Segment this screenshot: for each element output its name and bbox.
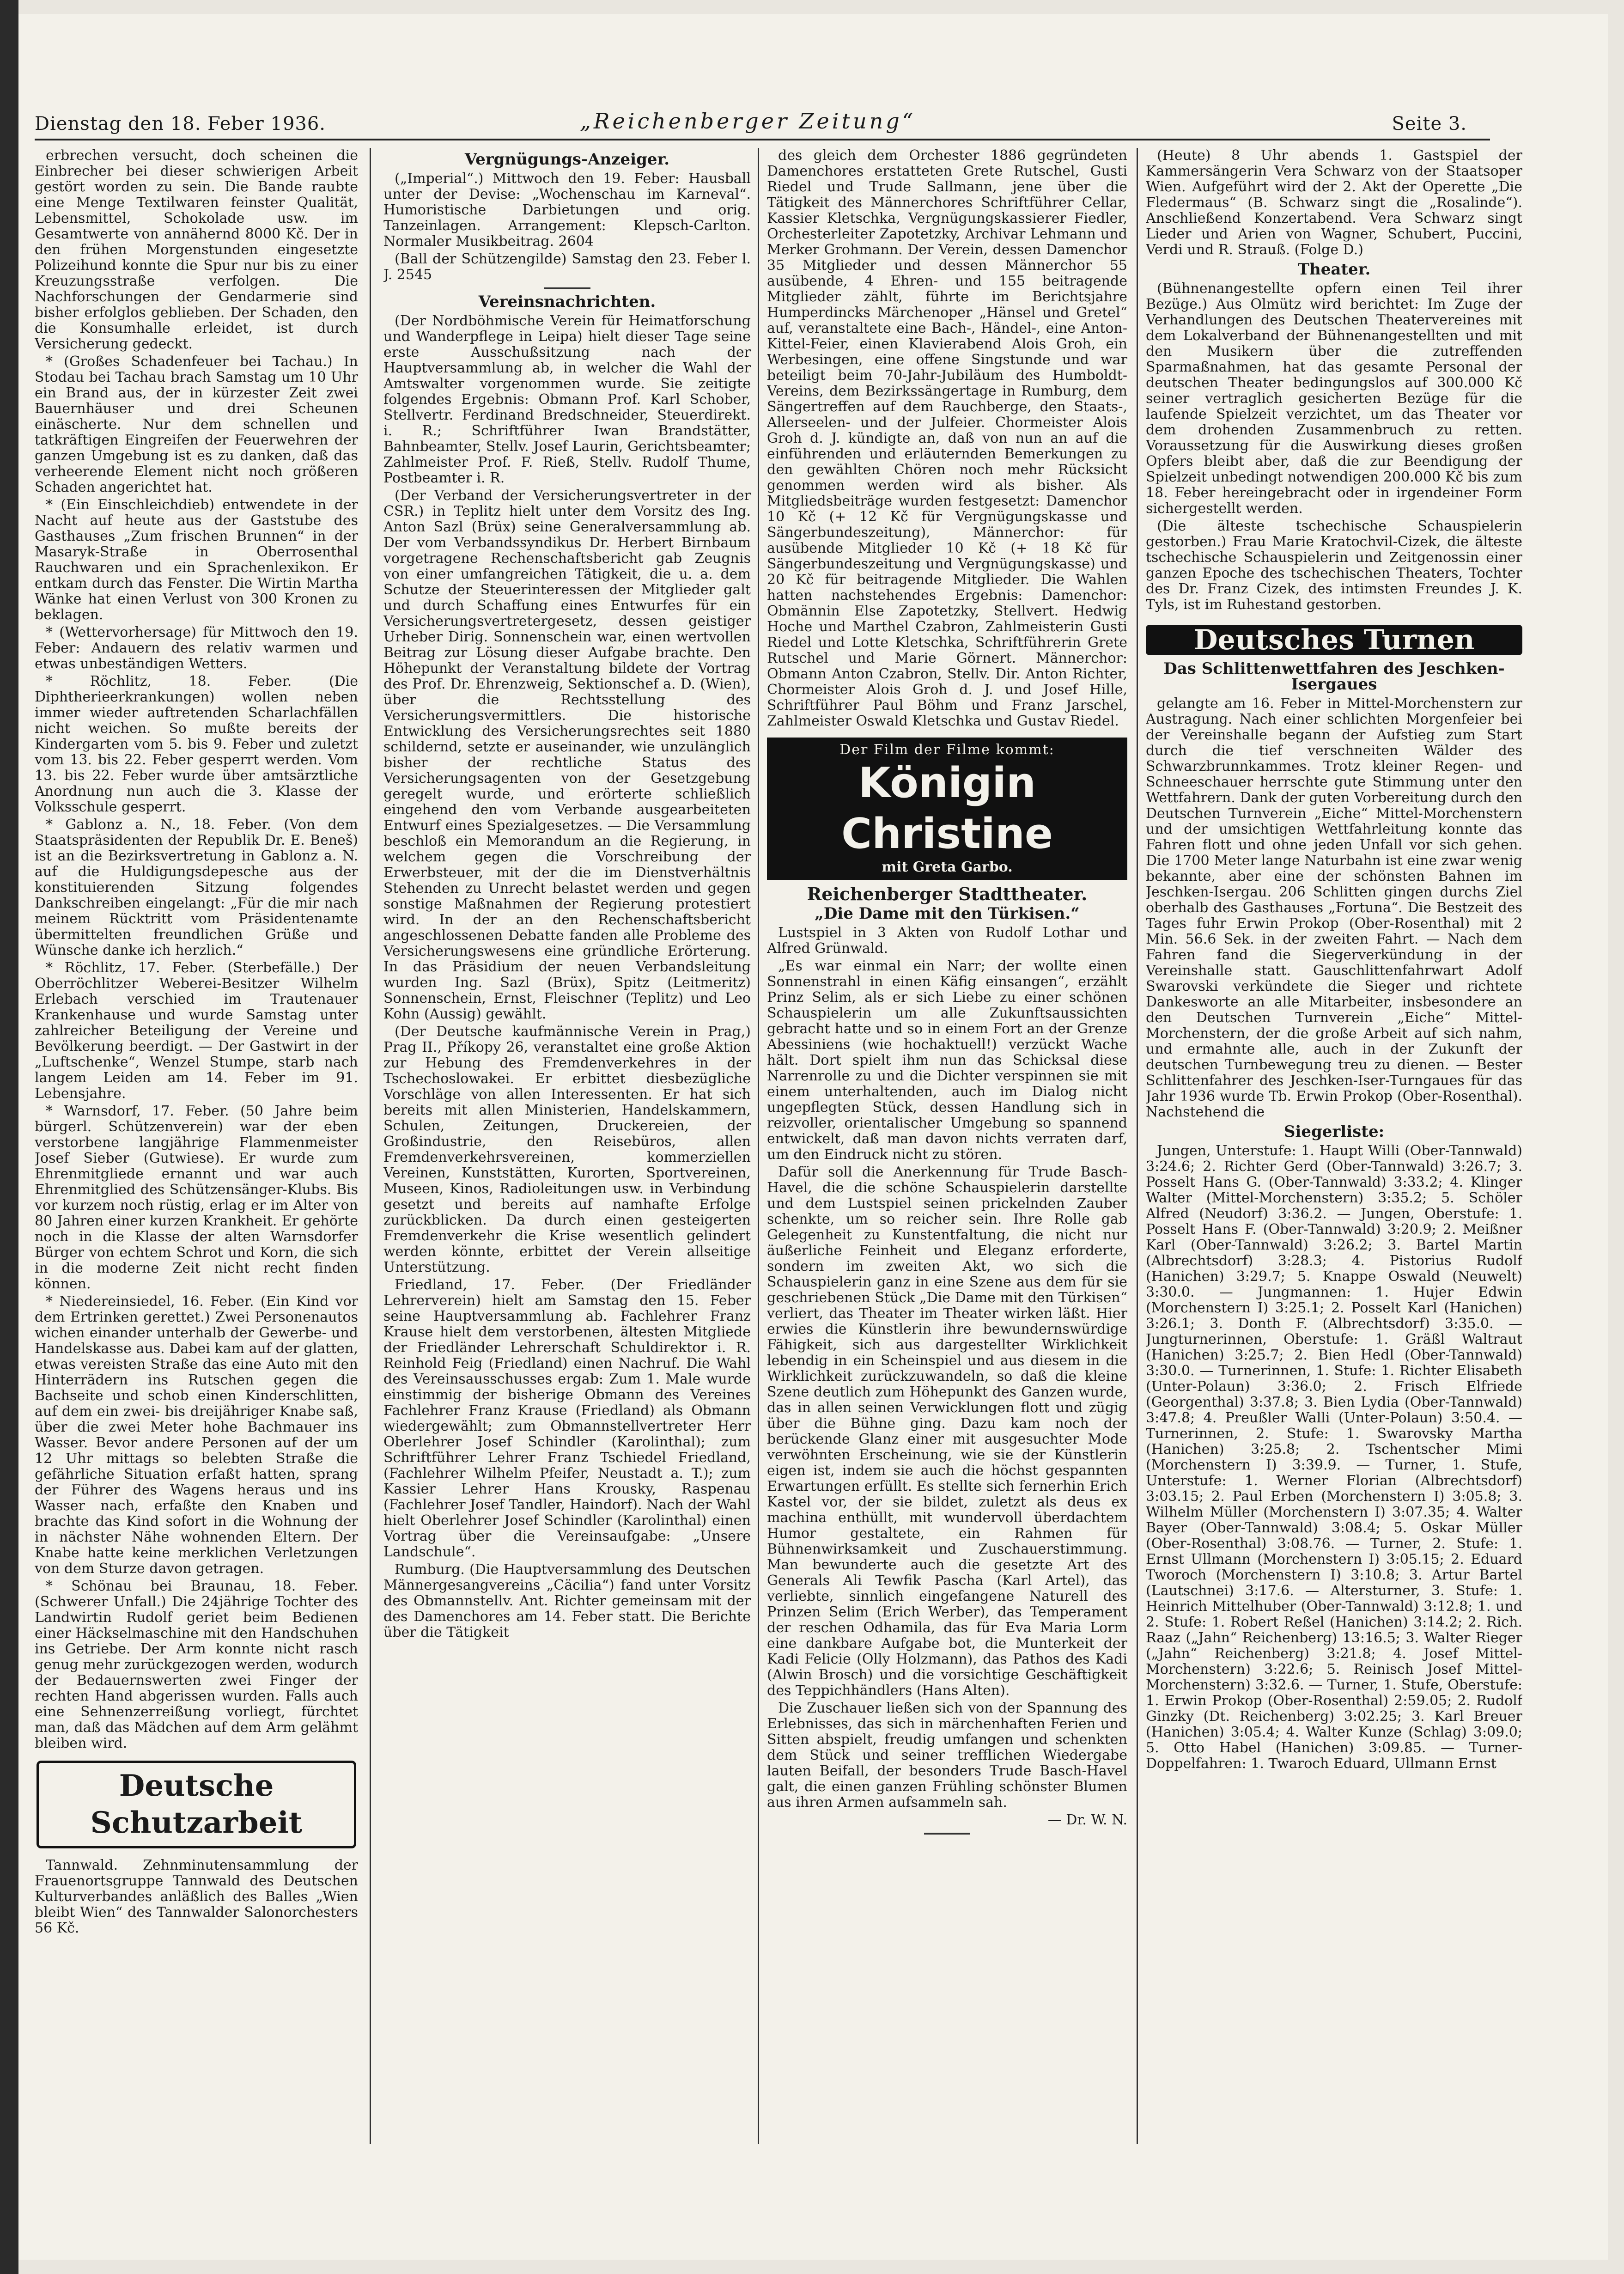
review-signature: — Dr. W. N.	[1047, 1812, 1127, 1828]
news-item: Friedland, 17. Feber. (Der Friedländer Lehrerverein) hielt am Samstag den 15. Feber seine Hauptversammlung ab. Fachlehrer Franz Krause hielt dem verstorbenen, ältesten Mitgliede der Friedländer Lehrerschaft Schuldirektor i. R. Reinhold Feig (Friedland) einen Nachruf. Die Wahl des Vereinsausschusses ergab: Zum 1. Male wurde einstimmig der bisherige Obmann des Vereines Fachlehrer Franz Krause (Friedland) als Obmann wiedergewählt; zum Obmannstellvertreter Herr Oberlehrer Josef Schindler (Karolinthal); zum Schriftführer Lehrer Franz Tschiedel Friedland, (Fachlehrer Wilhelm Pfeifer, Neustadt a. T.); zum Kassier Lehrer Hans Krousky, Raspenau (Fachlehrer Josef Tandler, Haindorf). Nach der Wahl hielt Oberlehrer Josef Schindler (Karolinthal) einen Vortrag über die Vereinsaufgabe: „Unsere Landschule“.	[383, 1277, 751, 1560]
article-text: des gleich dem Orchester 1886 gegründeten Damenchores erstatteten Grete Rutschel, Gusti Riedel und Trude Sallmann, jene über die Tätigkeit des Männerchores Schriftführer Cellar, Kassier Kletschka, Vergnügungskassierer Fiedler, Orchesterleiter Zapotetzky, Archivar Lehmann und Merker Grohmann. Der Verein, dessen Damenchor 35 Mitglieder und dessen Männerchor 55 ausübende, 4 Ehren- und 155 beitragende Mitglieder zählt, führte im Berichtsjahre Humperdincks Märchenoper „Hänsel und Gretel“ auf, veranstaltete eine Bach-, Händel-, eine Anton-Kittel-Feier, einen Klavierabend Alois Groh, ein Werbesingen, eine offene Singstunde und war beteiligt beim 70-Jahr-Jubiläum des Humboldt-Vereins, dem Bezirkssängertage in Rumburg, dem Sängertreffen auf dem Rauchberge, den Staats-, Allerseelen- und der Julfeier. Chormeister Alois Groh d. J. kündigte an, daß von nun an auf die einführenden und erläuternden Bemerkungen zu den gewählten Chören noch mehr Rücksicht genommen werden wird als bisher. Als Mitgliedsbeiträge wurden festgesetzt: Damenchor 10 Kč (+ 12 Kč für Vergnügungskasse und Sängerbundeszeitung), Männerchor: für ausübende Mitglieder 10 Kč (+ 18 Kč für Sängerbundeszeitung und Vergnügungskasse) und 20 Kč für beitragende Mitglieder. Die Wahlen hatten nachstehendes Ergebnis: Damenchor: Obmännin Else Zapotetzky, Stellvert. Hedwig Hoche und Marthel Czabron, Zahlmeisterin Gusti Riedel und Lotte Kletschka, Schriftführerin Grete Rutschel und Marie Görnert. Männerchor: Obmann Anton Czabron, Stellv. Dir. Anton Richter, Chormeister Alois Groh d. J. und Josef Hille, Schriftführer Paul Böhm und Franz Jarschel, Zahlmeister Oswald Kletschka und Gustav Riedel.	[767, 148, 1127, 729]
separator	[924, 1833, 970, 1835]
header-rule	[35, 139, 1490, 140]
results-heading: Siegerliste:	[1283, 1122, 1385, 1141]
news-item: Rumburg. (Die Hauptversammlung des Deutschen Männergesangvereins „Cäcilia“) fand unter Vorsitz des Obmannstellv. Ant. Richter gemeinsam mit der des Damenchores am 14. Feber statt. Die Berichte über die Tätigkeit	[383, 1561, 751, 1640]
section-heading: Vereinsnachrichten.	[478, 293, 656, 311]
separator	[544, 287, 590, 289]
film-advert-kicker: Der Film der Filme kommt:	[839, 742, 1055, 758]
news-item: * Schönau bei Braunau, 18. Feber. (Schwerer Unfall.) Die 24jährige Tochter des Landwirtin Rudolf geriet beim Bedienen einer Häckselmaschine mit den Handschuhen ins Getriebe. Der Arm konnte nicht rasch genug mehr zurückgezogen werden, wodurch der Bedauernswerten zwei Finger der rechten Hand abgerissen wurden. Falls auch eine Sehnenzerreißung vorliegt, fürchtet man, daß das Mädchen auf dem Arm gelähmt bleiben wird.	[35, 1578, 358, 1751]
column-divider	[758, 148, 759, 2144]
play-subtitle: Lustspiel in 3 Akten von Rudolf Lothar und Alfred Grünwald.	[767, 925, 1127, 957]
column-4	[1146, 148, 1522, 2149]
section-heading: Theater.	[1297, 260, 1371, 279]
issue-date: Dienstag den 18. Feber 1936.	[35, 113, 326, 134]
article-text: erbrechen versucht, doch scheinen die Einbrecher bei dieser schwierigen Arbeit gestört worden zu sein. Die Bande raubte eine Menge Textilwaren feinster Qualität, Lebensmittel, Schokolade usw. im Gesamtwerte von annähernd 8000 Kč. Der in den frühen Morgenstunden eingesetzte Polizeihund konnte die Spur nur bis zu einer Kreuzungsstraße verfolgen. Die Nachforschungen der Gendarmerie sind bisher erfolglos geblieben. Der Schaden, den die Konsumhalle erleidet, ist durch Versicherung gedeckt.	[35, 148, 358, 352]
turnen-banner	[1146, 625, 1522, 655]
results-list: Jungen, Unterstufe: 1. Haupt Willi (Ober-Tannwald) 3:24.6; 2. Richter Gerd (Ober-Tannwald) 3:26.7; 3. Posselt Hans G. (Ober-Tannwald) 3:33.2; 4. Klinger Walter (Mittel-Morchenstern) 3:35.2; 5. Schöler Alfred (Neudorf) 3:36.2. — Jungen, Oberstufe: 1. Posselt Hans F. (Ober-Tannwald) 3:20.9; 2. Meißner Karl (Ober-Tannwald) 3:26.2; 3. Bartel Martin (Albrechtsdorf) 3:28.3; 4. Pistorius Rudolf (Hanichen) 3:29.7; 5. Knappe Oswald (Neuwelt) 3:30.0. — Jungmannen: 1. Hujer Edwin (Morchenstern I) 3:25.1; 2. Posselt Karl (Hanichen) 3:26.1; 3. Donth F. (Albrechtsdorf) 3:35.0. — Jungturnerinnen, Oberstufe: 1. Gräßl Waltraut (Hanichen) 3:25.7; 2. Bien Hedl (Ober-Tannwald) 3:30.0. — Turnerinnen, 1. Stufe: 1. Richter Elisabeth (Unter-Polaun) 3:36.0; 2. Frisch Elfriede (Georgenthal) 3:37.8; 3. Bien Lydia (Ober-Tannwald) 3:47.8; 4. Preußler Walli (Unter-Polaun) 3:50.4. — Turnerinnen, 2. Stufe: 1. Swarovsky Martha (Hanichen) 3:25.8; 2. Tschentscher Mimi (Morchenstern I) 3:39.9. — Turner, 1. Stufe, Unterstufe: 1. Werner Florian (Albrechtsdorf) 3:03.15; 2. Paul Erben (Morchenstern I) 3:05.8; 3. Wilhelm Müller (Morchenstern I) 3:07.35; 4. Walter Bayer (Ober-Tannwald) 3:08.4; 5. Oskar Müller (Ober-Rosenthal) 3:08.76. — Turner, 2. Stufe: 1. Ernst Ullmann (Morchenstern I) 3:05.15; 2. Eduard Tworoch (Morchenstern I) 3:10.8; 3. Artur Bartel (Lautschnei) 3:17.6. — Altersturner, 3. Stufe: 1. Heinrich Mittelhuber (Ober-Tannwald) 3:12.8; 1. und 2. Stufe: 1. Robert Reßel (Hanichen) 3:14.2; 2. Rich. Raaz („Jahn“ Reichenberg) 13:16.5; 3. Walter Rieger („Jahn“ Reichenberg) 3:21.8; 4. Josef Mittel-Morchenstern) 3:22.6; 5. Reinisch Josef Mittel-Morchenstern) 3:32.6. — Turner, 1. Stufe, Oberstufe: 1. Erwin Prokop (Ober-Rosenthal) 2:59.05; 2. Rudolf Ginzky (Dt. Reichenberg) 3:02.25; 3. Karl Breuer (Hanichen) 3:05.4; 4. Walter Kunze (Schlag) 3:09.0; 5. Otto Habel (Hanichen) 3:09.85. — Turner-Doppelfahren: 1. Twaroch Eduard, Ullmann Ernst	[1146, 1143, 1522, 1772]
review-text: „Es war einmal ein Narr; der wollte einen Sonnenstrahl in einen Käfig einsangen“, erzählt Prinz Selim, als er sich Liebe zu einer schönen Schauspielerin um alle Zukunftsaussichten gebracht hatte und so in einem Fort an der Grenze Abessiniens (wie hochaktuell!) verzückt Wache hält. Dort spielt ihm nun das Schicksal diese Narrenrolle zu und die Dichter verspinnen sie mit einem unterhaltenden, auch im Dialog nicht ungepflegten Stück, dessen Handlung sich in reizvoller, orientalischer Umgebung so spannend entwickelt, daß man davon nichts verraten darf, um den Eindruck nicht zu stören.	[767, 958, 1127, 1163]
film-advert-subtitle: mit Greta Garbo.	[882, 859, 1013, 875]
column-3	[767, 148, 1127, 2149]
news-item: (Bühnenangestellte opfern einen Teil ihrer Bezüge.) Aus Olmütz wird berichtet: Im Zuge der Verhandlungen des Deutschen Theatervereines mit dem Lokalverband der Bühnenangestellten und mit den Musikern über die zutreffenden Sparmaßnahmen, hat das gesamte Personal der deutschen Theater bedingungslos auf 300.000 Kč seiner vertraglich gesicherten Bezüge für die laufende Spielzeit verzichtet, um das Theater vor dem drohenden Zusammenbruch zu retten. Voraussetzung für die Auswirkung dieses großen Opfers bleibt aber, daß die zur Beendigung der Spielzeit unbedingt notwendigen 200.000 Kč bis zum 18. Feber hereingebracht oder in irgendeiner Form sichergestellt werden.	[1146, 280, 1522, 517]
section-heading: Reichenberger Stadttheater.	[807, 884, 1088, 904]
news-item: * (Wettervorhersage) für Mittwoch den 19. Feber: Andauern des relativ warmen und etwas unbeständigen Wetters.	[35, 624, 358, 672]
column-2	[383, 148, 751, 2149]
column-divider	[1137, 148, 1138, 2144]
announcement: („Imperial“.) Mittwoch den 19. Feber: Hausball unter der Devise: „Wochenschau im Karneval“. Humoristische Darbietungen und orig. Tanzeinlagen. Arrangement: Klepsch-Carlton. Normaler Musikbeitrag. 2604	[383, 171, 751, 250]
column-1	[35, 148, 358, 2126]
turnen-banner-text: Deutsches Turnen	[1193, 624, 1475, 656]
film-advert-title: Königin Christine	[841, 759, 1053, 858]
film-advert	[767, 738, 1127, 880]
masthead: „Reichenberger Zeitung“	[580, 109, 916, 134]
news-item: * Röchlitz, 18. Feber. (Die Diphtherieerkrankungen) wollen neben immer wieder auftretenden Scharlachfällen nicht weichen. So mußte bereits der Kindergarten vom 5. bis 9. Feber und zuletzt vom 13. bis 22. Feber gesperrt werden. Vom 13. bis 22. Feber wurde über amtsärztliche Anordnung nun auch die 3. Klasse der Volksschule gesperrt.	[35, 673, 358, 815]
news-item: * Niedereinsiedel, 16. Feber. (Ein Kind vor dem Ertrinken gerettet.) Zwei Personenautos wichen einander unterhalb der Gewerbe- und Handelskasse aus. Dabei kam auf der glatten, etwas vereisten Straße das eine Auto mit den Hinterrädern ins Rutschen gegen die Bachseite und schob einen Kinderschlitten, auf dem ein zwei- bis dreijähriger Knabe saß, über die zwei Meter hohe Bachmauer ins Wasser. Bevor andere Personen auf der um 12 Uhr mittags so belebten Straße die gefährliche Situation erfaßt hatten, sprang der Führer des Wagens heraus und ins Wasser nach, erfaßte den Knaben und brachte das Kind sofort in die Wohnung der in nächster Nähe wohnenden Eltern. Der Knabe hatte keine merklichen Verletzungen von dem Sturze davon getragen.	[35, 1293, 358, 1577]
news-item: (Der Nordböhmische Verein für Heimatforschung und Wanderpflege in Leipa) hielt dieser Tage seine erste Ausschußsitzung nach der Hauptversammlung ab, in welcher die Wahl der Amtswalter vorgenommen wurde. Sie zeitigte folgendes Ergebnis: Obmann Prof. Karl Schober, Stellvertr. Ferdinand Bredschneider, Steuerdirekt. i. R.; Schriftführer Iwan Brandstätter, Bahnbeamter, Stellv. Josef Laurin, Gerichtsbeamter; Zahlmeister Prof. F. Rieß, Stellv. Rudolf Thume, Postbeamter i. R.	[383, 313, 751, 486]
news-item: * Warnsdorf, 17. Feber. (50 Jahre beim bürgerl. Schützenverein) war der eben verstorbene langjährige Flammenmeister Josef Sieber (Gutwiese). Er wurde zum Ehrenmitgliede ernannt und war auch Ehrenmitglied des Schützensänger-Klubs. Bis vor kurzem noch rüstig, erlag er im Alter von 80 Jahren einer kurzen Krankheit. Er gehörte noch in die Klasse der alten Warnsdorfer Bürger von echtem Schrot und Korn, die sich in die moderne Zeit nicht recht finden können.	[35, 1103, 358, 1292]
section-heading: Vergnügungs-Anzeiger.	[464, 150, 670, 169]
scan-edge	[0, 0, 18, 2274]
play-title: „Die Dame mit den Türkisen.“	[815, 904, 1080, 923]
news-item: * (Großes Schadenfeuer bei Tachau.) In Stodau bei Tachau brach Samstag um 10 Uhr ein Brand aus, der in kürzester Zeit zwei Bauernhäuser und drei Scheunen einäscherte. Nur dem schnellen und tatkräftigen Eingreifen der Feuerwehren der ganzen Umgebung ist es zu danken, daß das verheerende Element nicht noch größeren Schaden angerichtet hat.	[35, 354, 358, 495]
schutzarbeit-ad: Deutsche Schutzarbeit	[36, 1761, 356, 1848]
news-item: * Gablonz a. N., 18. Feber. (Von dem Staatspräsidenten der Republik Dr. E. Beneš) ist an die Bezirksvertretung in Gablonz a. N. auf die Huldigungsdepesche aus der konstituierenden Sitzung folgendes Dankschreiben eingelangt: „Für die mir nach meinem Rücktritt vom Präsidentenamte übermittelten freundlichen Grüße und Wünsche danke ich herzlich.“	[35, 817, 358, 958]
news-item: (Heute) 8 Uhr abends 1. Gastspiel der Kammersängerin Vera Schwarz von der Staatsoper Wien. Aufgeführt wird der 2. Akt der Operette „Die Fledermaus“ (B. Schwarz singt die „Rosalinde“). Anschließend Konzertabend. Vera Schwarz singt Lieder und Arien von Wagner, Schubert, Puccini, Verdi und R. Strauß. (Folge D.)	[1146, 148, 1522, 258]
column-divider	[370, 148, 371, 2144]
news-item: (Der Deutsche kaufmännische Verein in Prag,) Prag II., Příkopy 26, veranstaltet eine große Aktion zur Hebung des Fremdenverkehres in der Tschechoslowakei. Er erbittet diesbezügliche Vorschläge von allen Interessenten. Er hat sich bereits mit allen Ministerien, Handelskammern, Schulen, Zeitungen, Druckereien, der Großindustrie, den Reisebüros, allen Fremdenverkehrsvereinen, kommerziellen Vereinen, Kunststätten, Kurorten, Sportvereinen, Museen, Kinos, Radioleitungen usw. in Verbindung gesetzt und bereits auf namhafte Erfolge zurückblicken. Da durch einen gesteigerten Fremdenverkehr die Krise wesentlich gelindert werden könnte, erbittet der Verein allseitige Unterstützung.	[383, 1024, 751, 1275]
page-number: Seite 3.	[1392, 113, 1467, 134]
article-text: gelangte am 16. Feber in Mittel-Morchenstern zur Austragung. Nach einer schlichten Morgenfeier bei der Vereinshalle begann der Aufstieg zum Start durch die tief verschneiten Wälder des Schwarzbrunnkammes. Trotz kleiner Regen- und Schneeschauer herrschte gute Stimmung unter den Wettfahrern. Dank der guten Vorbereitung durch den Deutschen Turnverein „Eiche“ Mittel-Morchenstern und der umsichtigen Wettfahrleitung konnte das Fahren flott und ohne jeden Unfall vor sich gehen. Die 1700 Meter lange Naturbahn ist eine zwar wenig bekannte, aber eine der schönsten Bahnen im Jeschken-Isergau. 206 Schlitten gingen durchs Ziel oberhalb des Gasthauses „Fortuna“. Die Bestzeit des Tages fuhr Erwin Prokop (Ober-Rosenthal) mit 2 Min. 56.6 Sek. in der zweiten Fahrt. — Nach dem Fahren fand die Siegerverkündung in der Vereinshalle statt. Gauschlittenfahrwart Adolf Swarovski verkündete die Sieger und richtete Dankesworte an alle Mitarbeiter, insbesondere an den Deutschen Turnverein „Eiche“ Mittel-Morchenstern, der die große Arbeit auf sich nahm, und ermahnte alle, auch in der Zukunft der deutschen Turnbewegung treu zu dienen. — Bester Schlittenfahrer des Jeschken-Iser-Turngaues für das Jahr 1936 wurde Tb. Erwin Prokop (Ober-Rosenthal). Nachstehend die	[1146, 695, 1522, 1120]
news-item: * (Ein Einschleichdieb) entwendete in der Nacht auf heute aus der Gaststube des Gasthauses „Zum frischen Brunnen“ in der Masaryk-Straße in Oberrosenthal Rauchwaren und ein Sprachenlexikon. Er entkam durch das Fenster. Die Wirtin Martha Wänke hat einen Verlust von 300 Kronen zu beklagen.	[35, 497, 358, 623]
page-header	[35, 109, 1467, 141]
news-item: (Die älteste tschechische Schauspielerin gestorben.) Frau Marie Kratochvil-Cizek, die älteste tschechische Schauspielerin und Zeitgenossin einer ganzen Epoche des tschechischen Theaters, Tochter des Dr. Franz Cizek, des intimsten Freundes J. K. Tyls, ist im Ruhestand gestorben.	[1146, 518, 1522, 613]
news-item: Tannwald. Zehnminutensammlung der Frauenortsgruppe Tannwald des Deutschen Kulturverbandes anläßlich des Balles „Wien bleibt Wien“ des Tannwalder Salonorchesters 56 Kč.	[35, 1857, 358, 1936]
news-item: (Der Verband der Versicherungsvertreter in der CSR.) in Teplitz hielt unter dem Vorsitz des Ing. Anton Sazl (Brüx) seine Generalversammlung ab. Der vom Verbandssyndikus Dr. Herbert Birnbaum vorgetragene Rechenschaftsbericht gab Zeugnis von einer umfangreichen Tätigkeit, die u. a. dem Schutze der Steuerinteressen der Mitglieder galt und durch Schaffung eines Entwurfes für ein Versicherungsvertretergesetz, dessen geistiger Urheber Dirig. Sonnenschein war, einen wertvollen Beitrag zur Lösung dieser Aufgabe brachte. Den Höhepunkt der Veranstaltung bildete der Vortrag des Prof. Dr. Ehrenzweig, Sektionschef a. D. (Wien), über die Rechtsstellung des Versicherungsvermittlers. Die historische Entwicklung des Versicherungsrechtes seit 1880 schildernd, setzte er auseinander, wie unzulänglich bisher der rechtliche Status des Versicherungsagenten von der Gesetzgebung geregelt wurde, und erörterte schließlich eingehend den vom Verbande ausgearbeiteten Entwurf eines Spezialgesetzes. — Die Versammlung beschloß ein Memorandum an die Regierung, in welchem gegen die Vorschreibung der Erwerbsteuer, mit der die im Dienstverhältnis Stehenden zu Unrecht belastet werden und gegen sonstige Maßnahmen der Regierung protestiert wird. In der an den Rechenschaftsbericht angeschlossenen Debatte fanden alle Probleme des Versicherungswesens eine gründliche Erörterung. In das Präsidium der neuen Verbandsleitung wurden Ing. Sazl (Brüx), Spitz (Leitmeritz) Sonnenschein, Ernst, Fleischner (Teplitz) und Leo Kohn (Aussig) gewählt.	[383, 488, 751, 1022]
review-text: Die Zuschauer ließen sich von der Spannung des Erlebnisses, das sich in märchenhaften Ferien und Sitten abspielt, freudig umfangen und schenkten dem Stück und seiner trefflichen Wiedergabe lauten Beifall, der besonders Trude Basch-Havel galt, die einen ganzen Frühling schönster Blumen aus ihren Armen aufsammeln sah.	[767, 1700, 1127, 1811]
news-item: * Röchlitz, 17. Feber. (Sterbefälle.) Der Oberröchlitzer Weberei-Besitzer Wilhelm Erlebach verschied im Trautenauer Krankenhause und wurde Samstag unter zahlreicher Beteiligung der Vereine und Bevölkerung beerdigt. — Der Gastwirt in der „Luftschenke“, Wenzel Stumpe, starb nach langem Leiden am 14. Feber im 91. Lebensjahre.	[35, 960, 358, 1102]
article-heading: Das Schlittenwettfahren des Jeschken-Isergaues	[1163, 659, 1505, 694]
announcement: (Ball der Schützengilde) Samstag den 23. Feber l. J. 2545	[383, 251, 751, 283]
review-text: Dafür soll die Anerkennung für Trude Basch-Havel, die die schöne Schauspielerin darstellte und dem Lustspiel seinen prickelnden Zauber schenkte, um so reicher sein. Ihre Rolle gab Gelegenheit zu Kunstentfaltung, die nicht nur äußerliche Feinheit und Eleganz erforderte, sondern im zweiten Akt, wo sich die Schauspielerin ganz in eine Szene aus dem für sie geschriebenen Stück „Die Dame mit den Türkisen“ verliert, das Theater im Theater wirken läßt. Hier erwies die Künstlerin ihre bewundernswürdige Fähigkeit, sich aus dargestellter Wirklichkeit lebendig in ein Scheinspiel und aus diesem in die Wirklichkeit zurückzuwandeln, so daß die kleine Szene deutlich zum Höhepunkt des Ganzen wurde, das in allen seinen Verwicklungen flott und zügig über die Bühne ging. Dazu kam noch der berückende Glanz einer mit ausgesuchter Mode verwöhnten Erscheinung, wie sie der Künstlerin eigen ist, indem sie auch die höchst gespannten Erwartungen erfüllt. Es stellte sich fernerhin Erich Kastel vor, der sie bildet, zuletzt als deus ex machina enthüllt, mit wundervoll überdachtem Humor gestaltete, ein Rahmen für Bühnenwirksamkeit und Zuschauerstimmung. Man bewunderte auch die gesetzte Art des Generals Ali Tewfik Pascha (Karl Artel), das verliebte, sinnlich eingefangene Naturell des Prinzen Selim (Erich Werber), das Temperament der reschen Odhamila, das für Eva Maria Lorm eine dankbare Aufgabe bot, die Munterkeit der Kadi Felicie (Olly Holzmann), das Pathos des Kadi (Alwin Brosch) und die vorsichtige Geschäftigkeit des Teppichhändlers (Hans Alten).	[767, 1164, 1127, 1699]
